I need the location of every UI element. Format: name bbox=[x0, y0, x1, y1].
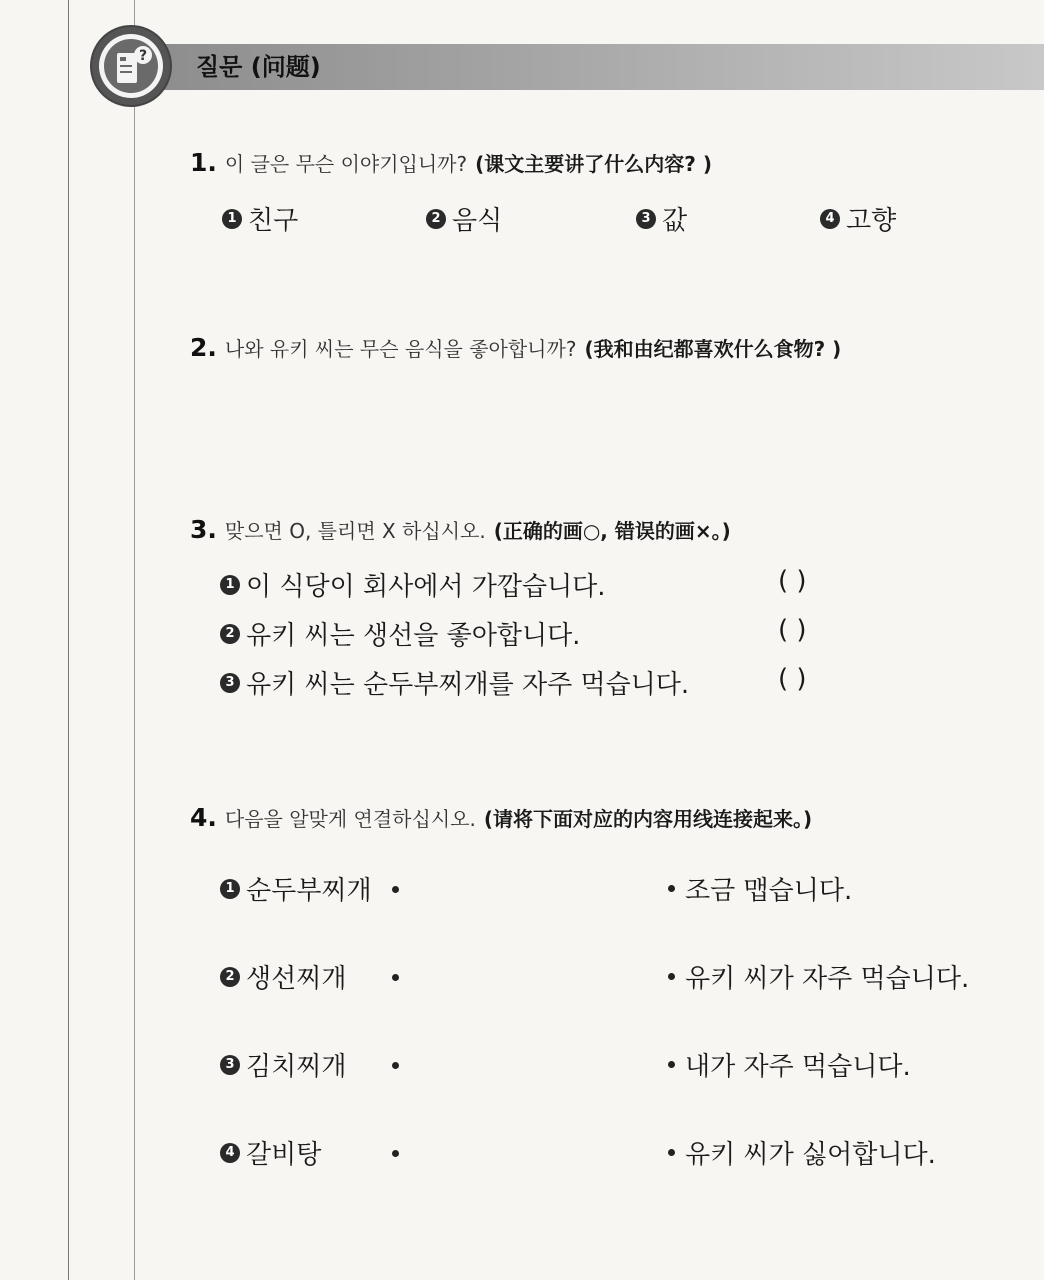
option-label: 값 bbox=[662, 206, 688, 236]
question-text-ko: 다음을 알맞게 연결하십시오. bbox=[224, 807, 476, 831]
option-2[interactable] bbox=[426, 200, 502, 237]
match-right-3[interactable] bbox=[668, 1046, 911, 1083]
circled-number: 1 bbox=[222, 209, 242, 229]
answer-blank[interactable]: ( ) bbox=[778, 664, 807, 694]
match-right-4[interactable] bbox=[668, 1134, 936, 1171]
option-3[interactable] bbox=[636, 200, 687, 237]
match-dot-right[interactable] bbox=[668, 1061, 675, 1068]
match-dot-right[interactable] bbox=[668, 1149, 675, 1156]
circled-number: 3 bbox=[220, 1055, 240, 1075]
match-left-2 bbox=[220, 958, 346, 995]
match-right-2[interactable] bbox=[668, 958, 969, 995]
question-icon bbox=[92, 27, 170, 105]
answer-blank[interactable]: ( ) bbox=[778, 566, 807, 596]
margin-line bbox=[68, 0, 69, 1280]
match-left-3 bbox=[220, 1046, 346, 1083]
statement-2 bbox=[220, 615, 580, 652]
match-dot-left[interactable] bbox=[392, 1150, 399, 1157]
option-4[interactable] bbox=[820, 200, 896, 237]
question-text-ko: 맞으면 O, 틀리면 X 하십시오. bbox=[224, 519, 486, 543]
question-1 bbox=[190, 148, 712, 177]
match-left-4 bbox=[220, 1134, 321, 1171]
match-left-label: 갈비탕 bbox=[246, 1140, 322, 1170]
match-right-label: 조금 맵습니다. bbox=[685, 876, 853, 906]
match-right-label: 유키 씨가 자주 먹습니다. bbox=[685, 964, 970, 994]
statement-text: 유키 씨는 생선을 좋아합니다. bbox=[246, 621, 581, 651]
question-text-cn: (请将下面对应的内容用线连接起来。) bbox=[483, 807, 813, 831]
circled-number: 4 bbox=[820, 209, 840, 229]
circled-number: 2 bbox=[220, 967, 240, 987]
question-number: 3. bbox=[190, 515, 217, 544]
question-4 bbox=[190, 803, 812, 832]
match-dot-right[interactable] bbox=[668, 885, 675, 892]
question-text-cn: (我和由纪都喜欢什么食物? ) bbox=[584, 337, 842, 361]
option-label: 고향 bbox=[846, 206, 897, 236]
circled-number: 3 bbox=[220, 673, 240, 693]
circled-number: 2 bbox=[220, 624, 240, 644]
match-dot-left[interactable] bbox=[392, 886, 399, 893]
question-text-cn: (课文主要讲了什么内容? ) bbox=[475, 152, 712, 176]
match-dot-right[interactable] bbox=[668, 973, 675, 980]
match-dot-left[interactable] bbox=[392, 1062, 399, 1069]
answer-blank[interactable]: ( ) bbox=[778, 615, 807, 645]
question-text-ko: 이 글은 무슨 이야기입니까? bbox=[224, 152, 468, 176]
question-text-ko: 나와 유키 씨는 무슨 음식을 좋아합니까? bbox=[224, 337, 577, 361]
circled-number: 1 bbox=[220, 879, 240, 899]
statement-1 bbox=[220, 566, 606, 603]
question-3 bbox=[190, 515, 731, 544]
circled-number: 3 bbox=[636, 209, 656, 229]
option-1[interactable] bbox=[222, 200, 298, 237]
option-label: 친구 bbox=[248, 206, 299, 236]
margin-line bbox=[134, 0, 135, 1280]
question-2 bbox=[190, 333, 841, 362]
section-title: 질문 (问题) bbox=[196, 53, 321, 81]
statement-text: 이 식당이 회사에서 가깝습니다. bbox=[246, 572, 606, 602]
match-left-label: 김치찌개 bbox=[246, 1052, 347, 1082]
circled-number: 2 bbox=[426, 209, 446, 229]
statement-text: 유키 씨는 순두부찌개를 자주 먹습니다. bbox=[246, 670, 690, 700]
match-dot-left[interactable] bbox=[392, 974, 399, 981]
circled-number: 1 bbox=[220, 575, 240, 595]
match-right-label: 유키 씨가 싫어합니다. bbox=[685, 1140, 936, 1170]
question-text-cn: (正确的画○, 错误的画×。) bbox=[493, 519, 731, 543]
match-left-1 bbox=[220, 870, 372, 907]
match-right-1[interactable] bbox=[668, 870, 852, 907]
option-label: 음식 bbox=[452, 206, 503, 236]
statement-3 bbox=[220, 664, 689, 701]
match-right-label: 내가 자주 먹습니다. bbox=[685, 1052, 911, 1082]
circled-number: 4 bbox=[220, 1143, 240, 1163]
svg-text:?: ? bbox=[138, 48, 148, 64]
question-number: 1. bbox=[190, 148, 217, 177]
match-left-label: 생선찌개 bbox=[246, 964, 347, 994]
match-left-label: 순두부찌개 bbox=[246, 876, 372, 906]
question-number: 2. bbox=[190, 333, 217, 362]
question-number: 4. bbox=[190, 803, 217, 832]
